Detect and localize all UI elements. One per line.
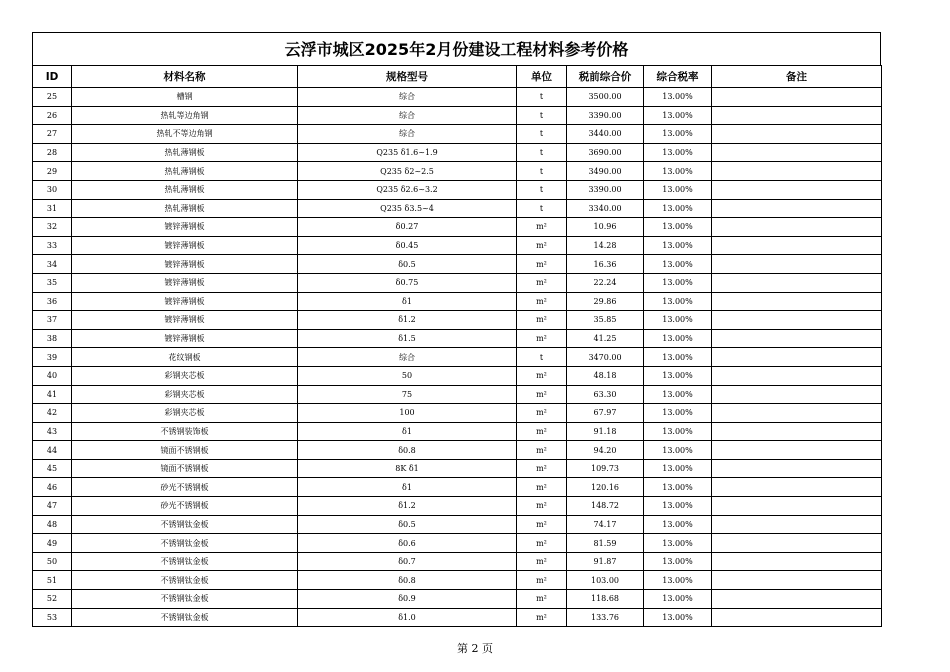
spec-cell: 综合 xyxy=(298,88,517,107)
spec-cell: Q235 δ3.5~4 xyxy=(298,199,517,218)
unit-cell: t xyxy=(517,106,567,125)
spec-cell: 综合 xyxy=(298,125,517,144)
unit-cell: m² xyxy=(517,497,567,516)
unit-cell: m² xyxy=(517,329,567,348)
remarks-cell xyxy=(712,329,882,348)
tax-rate-cell: 13.00% xyxy=(644,199,712,218)
material-name-cell: 镀锌薄钢板 xyxy=(72,311,298,330)
price-cell: 118.68 xyxy=(567,590,644,609)
table-row xyxy=(33,590,882,609)
tax-rate-cell: 13.00% xyxy=(644,218,712,237)
tax-rate-cell: 13.00% xyxy=(644,88,712,107)
remarks-cell xyxy=(712,590,882,609)
spec-cell: δ1 xyxy=(298,478,517,497)
table-row xyxy=(33,180,882,199)
material-name-cell: 不锈钢装饰板 xyxy=(72,422,298,441)
material-name-cell: 彩钢夹芯板 xyxy=(72,404,298,423)
tax-rate-cell: 13.00% xyxy=(644,292,712,311)
spec-cell: δ0.75 xyxy=(298,273,517,292)
unit-cell: m² xyxy=(517,292,567,311)
spec-cell: δ0.6 xyxy=(298,534,517,553)
remarks-cell xyxy=(712,255,882,274)
remarks-cell xyxy=(712,143,882,162)
remarks-cell xyxy=(712,162,882,181)
price-cell: 148.72 xyxy=(567,497,644,516)
material-name-cell: 热轧等边角钢 xyxy=(72,106,298,125)
remarks-cell xyxy=(712,273,882,292)
id-cell: 25 xyxy=(33,88,72,107)
remarks-cell xyxy=(712,497,882,516)
remarks-cell xyxy=(712,534,882,553)
tax-rate-cell: 13.00% xyxy=(644,478,712,497)
unit-cell: m² xyxy=(517,571,567,590)
material-name-cell: 砂光不锈钢板 xyxy=(72,478,298,497)
table-row xyxy=(33,199,882,218)
id-cell: 47 xyxy=(33,497,72,516)
id-cell: 52 xyxy=(33,590,72,609)
material-name-cell: 彩钢夹芯板 xyxy=(72,366,298,385)
material-name-cell: 镀锌薄钢板 xyxy=(72,329,298,348)
material-name-cell: 热轧薄钢板 xyxy=(72,180,298,199)
tax-rate-cell: 13.00% xyxy=(644,497,712,516)
spec-cell: 50 xyxy=(298,366,517,385)
unit-cell: t xyxy=(517,162,567,181)
id-cell: 32 xyxy=(33,218,72,237)
header-price: 税前综合价 xyxy=(567,66,644,88)
remarks-cell xyxy=(712,608,882,627)
id-cell: 43 xyxy=(33,422,72,441)
id-cell: 38 xyxy=(33,329,72,348)
table-row xyxy=(33,366,882,385)
material-name-cell: 热轧薄钢板 xyxy=(72,199,298,218)
spec-cell: δ0.8 xyxy=(298,571,517,590)
spec-cell: 综合 xyxy=(298,348,517,367)
spec-cell: δ1 xyxy=(298,422,517,441)
price-cell: 91.87 xyxy=(567,552,644,571)
material-name-cell: 不锈钢钛金板 xyxy=(72,590,298,609)
price-cell: 22.24 xyxy=(567,273,644,292)
unit-cell: t xyxy=(517,348,567,367)
material-name-cell: 镀锌薄钢板 xyxy=(72,273,298,292)
unit-cell: m² xyxy=(517,366,567,385)
price-cell: 35.85 xyxy=(567,311,644,330)
tax-rate-cell: 13.00% xyxy=(644,590,712,609)
id-cell: 53 xyxy=(33,608,72,627)
price-cell: 3340.00 xyxy=(567,199,644,218)
id-cell: 45 xyxy=(33,459,72,478)
material-name-cell: 热轧薄钢板 xyxy=(72,143,298,162)
material-name-cell: 镀锌薄钢板 xyxy=(72,292,298,311)
remarks-cell xyxy=(712,515,882,534)
tax-rate-cell: 13.00% xyxy=(644,162,712,181)
tax-rate-cell: 13.00% xyxy=(644,441,712,460)
id-cell: 35 xyxy=(33,273,72,292)
spec-cell: δ0.45 xyxy=(298,236,517,255)
unit-cell: m² xyxy=(517,608,567,627)
material-name-cell: 彩钢夹芯板 xyxy=(72,385,298,404)
remarks-cell xyxy=(712,404,882,423)
spec-cell: δ0.8 xyxy=(298,441,517,460)
price-cell: 29.86 xyxy=(567,292,644,311)
table-row xyxy=(33,515,882,534)
remarks-cell xyxy=(712,199,882,218)
spec-cell: 8K δ1 xyxy=(298,459,517,478)
remarks-cell xyxy=(712,571,882,590)
unit-cell: t xyxy=(517,143,567,162)
spec-cell: 75 xyxy=(298,385,517,404)
spec-cell: δ1.0 xyxy=(298,608,517,627)
header-spec: 规格型号 xyxy=(298,66,517,88)
remarks-cell xyxy=(712,441,882,460)
id-cell: 51 xyxy=(33,571,72,590)
id-cell: 34 xyxy=(33,255,72,274)
price-cell: 63.30 xyxy=(567,385,644,404)
unit-cell: m² xyxy=(517,515,567,534)
table-row xyxy=(33,273,882,292)
table-row xyxy=(33,534,882,553)
table-row xyxy=(33,441,882,460)
table-row xyxy=(33,404,882,423)
tax-rate-cell: 13.00% xyxy=(644,422,712,441)
spec-cell: δ1.2 xyxy=(298,311,517,330)
price-cell: 3690.00 xyxy=(567,143,644,162)
price-cell: 3470.00 xyxy=(567,348,644,367)
id-cell: 44 xyxy=(33,441,72,460)
id-cell: 40 xyxy=(33,366,72,385)
id-cell: 27 xyxy=(33,125,72,144)
unit-cell: m² xyxy=(517,478,567,497)
tax-rate-cell: 13.00% xyxy=(644,329,712,348)
tax-rate-cell: 13.00% xyxy=(644,106,712,125)
remarks-cell xyxy=(712,385,882,404)
sheet-title: 云浮市城区2025年2月份建设工程材料参考价格 xyxy=(32,32,881,65)
unit-cell: m² xyxy=(517,255,567,274)
tax-rate-cell: 13.00% xyxy=(644,534,712,553)
table-row xyxy=(33,292,882,311)
spec-cell: δ1 xyxy=(298,292,517,311)
price-cell: 81.59 xyxy=(567,534,644,553)
tax-rate-cell: 13.00% xyxy=(644,143,712,162)
spec-cell: δ0.27 xyxy=(298,218,517,237)
header-material-name: 材料名称 xyxy=(72,66,298,88)
price-cell: 67.97 xyxy=(567,404,644,423)
material-name-cell: 槽钢 xyxy=(72,88,298,107)
price-cell: 94.20 xyxy=(567,441,644,460)
table-row xyxy=(33,552,882,571)
spec-cell: δ1.5 xyxy=(298,329,517,348)
id-cell: 48 xyxy=(33,515,72,534)
material-name-cell: 镜面不锈钢板 xyxy=(72,441,298,460)
price-cell: 109.73 xyxy=(567,459,644,478)
table-row xyxy=(33,236,882,255)
price-cell: 133.76 xyxy=(567,608,644,627)
table-row xyxy=(33,143,882,162)
unit-cell: t xyxy=(517,199,567,218)
tax-rate-cell: 13.00% xyxy=(644,236,712,255)
header-unit: 单位 xyxy=(517,66,567,88)
id-cell: 31 xyxy=(33,199,72,218)
price-table xyxy=(32,65,882,627)
tax-rate-cell: 13.00% xyxy=(644,180,712,199)
table-row xyxy=(33,311,882,330)
id-cell: 49 xyxy=(33,534,72,553)
remarks-cell xyxy=(712,106,882,125)
table-header-row xyxy=(33,66,882,88)
id-cell: 26 xyxy=(33,106,72,125)
price-cell: 91.18 xyxy=(567,422,644,441)
remarks-cell xyxy=(712,236,882,255)
price-cell: 41.25 xyxy=(567,329,644,348)
spec-cell: 综合 xyxy=(298,106,517,125)
unit-cell: m² xyxy=(517,441,567,460)
table-row xyxy=(33,125,882,144)
spec-cell: Q235 δ2.6~3.2 xyxy=(298,180,517,199)
tax-rate-cell: 13.00% xyxy=(644,404,712,423)
spec-cell: δ1.2 xyxy=(298,497,517,516)
tax-rate-cell: 13.00% xyxy=(644,385,712,404)
tax-rate-cell: 13.00% xyxy=(644,515,712,534)
unit-cell: m² xyxy=(517,422,567,441)
table-row xyxy=(33,218,882,237)
material-name-cell: 热轧薄钢板 xyxy=(72,162,298,181)
tax-rate-cell: 13.00% xyxy=(644,348,712,367)
price-cell: 3390.00 xyxy=(567,106,644,125)
unit-cell: t xyxy=(517,180,567,199)
price-cell: 74.17 xyxy=(567,515,644,534)
table-row xyxy=(33,422,882,441)
price-cell: 3490.00 xyxy=(567,162,644,181)
id-cell: 29 xyxy=(33,162,72,181)
unit-cell: m² xyxy=(517,552,567,571)
id-cell: 42 xyxy=(33,404,72,423)
price-cell: 120.16 xyxy=(567,478,644,497)
tax-rate-cell: 13.00% xyxy=(644,311,712,330)
tax-rate-cell: 13.00% xyxy=(644,571,712,590)
table-row xyxy=(33,88,882,107)
id-cell: 33 xyxy=(33,236,72,255)
remarks-cell xyxy=(712,459,882,478)
material-name-cell: 镀锌薄钢板 xyxy=(72,255,298,274)
price-cell: 16.36 xyxy=(567,255,644,274)
header-remarks: 备注 xyxy=(712,66,882,88)
table-row xyxy=(33,571,882,590)
unit-cell: m² xyxy=(517,459,567,478)
id-cell: 37 xyxy=(33,311,72,330)
table-row xyxy=(33,255,882,274)
material-name-cell: 镀锌薄钢板 xyxy=(72,218,298,237)
unit-cell: m² xyxy=(517,218,567,237)
unit-cell: m² xyxy=(517,385,567,404)
price-cell: 3440.00 xyxy=(567,125,644,144)
remarks-cell xyxy=(712,478,882,497)
id-cell: 39 xyxy=(33,348,72,367)
price-cell: 48.18 xyxy=(567,366,644,385)
material-name-cell: 热轧不等边角钢 xyxy=(72,125,298,144)
price-cell: 103.00 xyxy=(567,571,644,590)
spec-cell: Q235 δ1.6~1.9 xyxy=(298,143,517,162)
remarks-cell xyxy=(712,348,882,367)
material-name-cell: 镜面不锈钢板 xyxy=(72,459,298,478)
spec-cell: 100 xyxy=(298,404,517,423)
tax-rate-cell: 13.00% xyxy=(644,255,712,274)
remarks-cell xyxy=(712,218,882,237)
price-sheet xyxy=(32,32,881,627)
material-name-cell: 砂光不锈钢板 xyxy=(72,497,298,516)
id-cell: 41 xyxy=(33,385,72,404)
table-row xyxy=(33,329,882,348)
price-cell: 14.28 xyxy=(567,236,644,255)
remarks-cell xyxy=(712,292,882,311)
id-cell: 46 xyxy=(33,478,72,497)
id-cell: 30 xyxy=(33,180,72,199)
id-cell: 28 xyxy=(33,143,72,162)
header-tax-rate: 综合税率 xyxy=(644,66,712,88)
spec-cell: δ0.9 xyxy=(298,590,517,609)
tax-rate-cell: 13.00% xyxy=(644,273,712,292)
table-row xyxy=(33,497,882,516)
unit-cell: m² xyxy=(517,404,567,423)
material-name-cell: 不锈钢钛金板 xyxy=(72,571,298,590)
table-row xyxy=(33,608,882,627)
tax-rate-cell: 13.00% xyxy=(644,552,712,571)
remarks-cell xyxy=(712,366,882,385)
spec-cell: Q235 δ2~2.5 xyxy=(298,162,517,181)
tax-rate-cell: 13.00% xyxy=(644,459,712,478)
material-name-cell: 不锈钢钛金板 xyxy=(72,515,298,534)
id-cell: 50 xyxy=(33,552,72,571)
page-number: 第 2 页 xyxy=(457,642,493,655)
material-name-cell: 不锈钢钛金板 xyxy=(72,534,298,553)
unit-cell: m² xyxy=(517,311,567,330)
tax-rate-cell: 13.00% xyxy=(644,125,712,144)
id-cell: 36 xyxy=(33,292,72,311)
unit-cell: m² xyxy=(517,236,567,255)
remarks-cell xyxy=(712,180,882,199)
table-row xyxy=(33,478,882,497)
remarks-cell xyxy=(712,125,882,144)
material-name-cell: 不锈钢钛金板 xyxy=(72,608,298,627)
unit-cell: m² xyxy=(517,534,567,553)
material-name-cell: 镀锌薄钢板 xyxy=(72,236,298,255)
table-row xyxy=(33,459,882,478)
spec-cell: δ0.5 xyxy=(298,255,517,274)
unit-cell: t xyxy=(517,88,567,107)
unit-cell: m² xyxy=(517,273,567,292)
tax-rate-cell: 13.00% xyxy=(644,608,712,627)
table-row xyxy=(33,106,882,125)
table-row xyxy=(33,162,882,181)
unit-cell: m² xyxy=(517,590,567,609)
unit-cell: t xyxy=(517,125,567,144)
price-cell: 3390.00 xyxy=(567,180,644,199)
remarks-cell xyxy=(712,552,882,571)
spec-cell: δ0.5 xyxy=(298,515,517,534)
remarks-cell xyxy=(712,422,882,441)
header-id: ID xyxy=(33,66,72,88)
remarks-cell xyxy=(712,88,882,107)
remarks-cell xyxy=(712,311,882,330)
price-cell: 10.96 xyxy=(567,218,644,237)
material-name-cell: 不锈钢钛金板 xyxy=(72,552,298,571)
table-row xyxy=(33,385,882,404)
table-row xyxy=(33,348,882,367)
tax-rate-cell: 13.00% xyxy=(644,366,712,385)
price-cell: 3500.00 xyxy=(567,88,644,107)
spec-cell: δ0.7 xyxy=(298,552,517,571)
material-name-cell: 花纹钢板 xyxy=(72,348,298,367)
